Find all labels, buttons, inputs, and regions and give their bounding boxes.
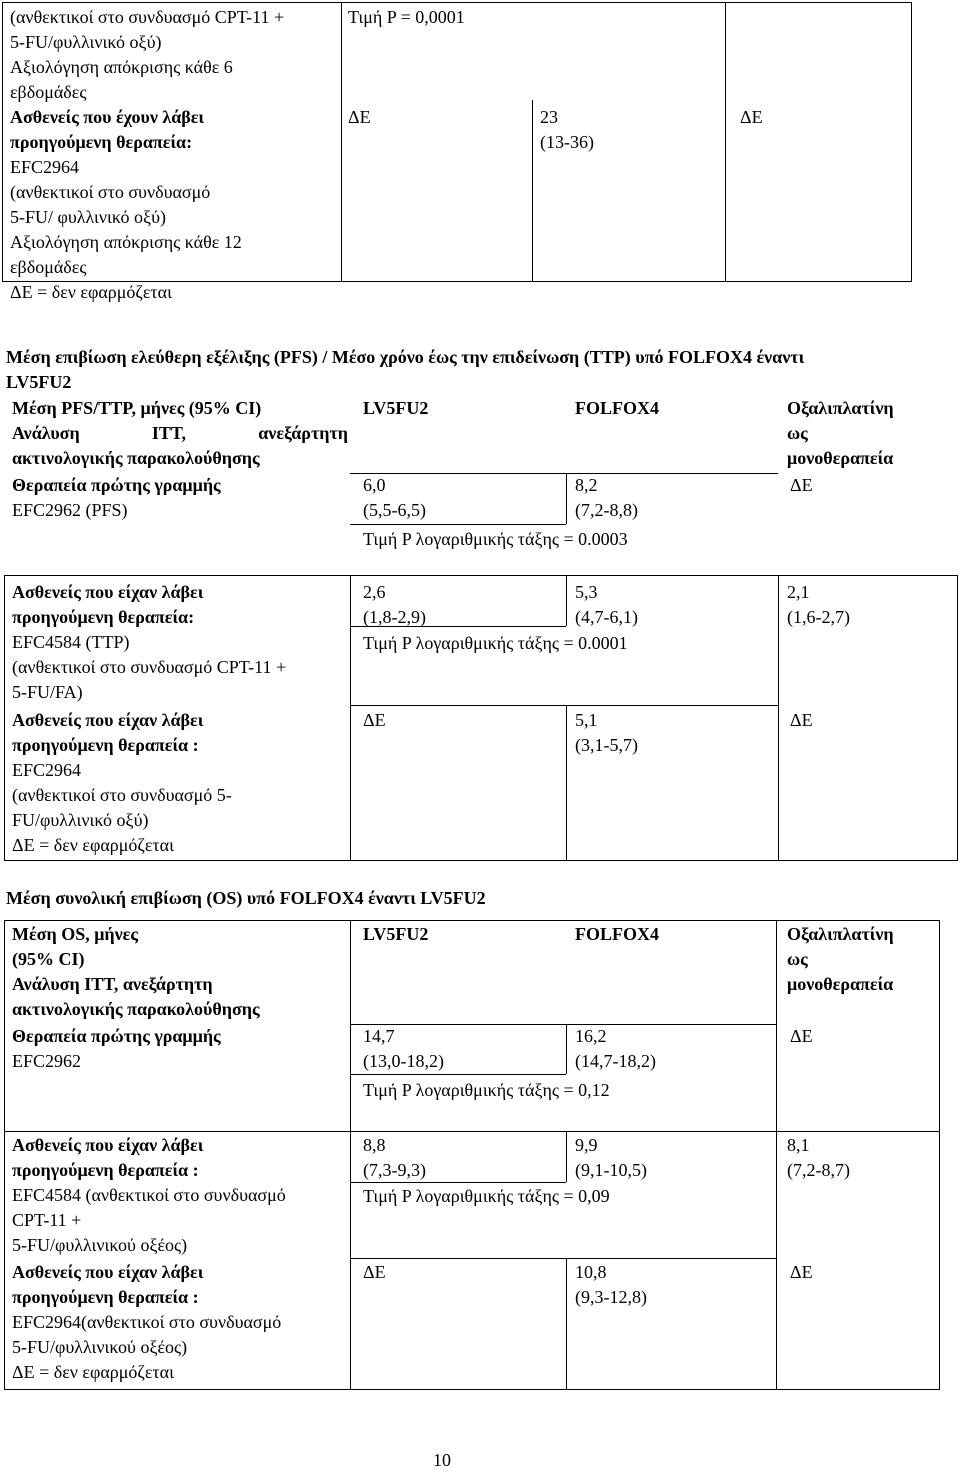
table2-rule: [350, 473, 778, 474]
text-line: μονοθεραπεία: [787, 448, 894, 468]
table3-row1-folfox4: [575, 1024, 656, 1074]
text-line: (4,7-6,1): [575, 607, 638, 627]
text-line: 16,2: [575, 1026, 607, 1046]
table3-row3-lv5fu2: ΔΕ: [363, 1262, 386, 1282]
table1-row2-left: [10, 105, 242, 305]
text-line: 5,1: [575, 710, 598, 730]
table3-header-left: [12, 922, 260, 1022]
text-line: (ανθεκτικοί στο συνδυασμό CPT-11 +: [10, 7, 285, 27]
text-line: FU/φυλλινικό οξύ): [12, 810, 149, 830]
table3-rule: [350, 1074, 566, 1075]
text-line: (13-36): [540, 132, 594, 152]
table1-divider: [341, 2, 342, 282]
table2-col-line: [350, 575, 351, 861]
table2-col-line: [566, 575, 567, 626]
text-line: (95% CI): [12, 949, 85, 969]
table3-col-line: [566, 1131, 567, 1182]
text-line: ΔΕ = δεν εφαρμόζεται: [12, 835, 174, 855]
table3-row2-lv5fu2: [363, 1133, 426, 1183]
table2-row2-lv5fu2: [363, 580, 426, 630]
text-line: Αξιολόγηση απόκρισης κάθε 6: [10, 57, 233, 77]
text-line: (9,1-10,5): [575, 1160, 647, 1180]
text-line: προηγούμενη θεραπεία :: [12, 735, 199, 755]
table3-col-line: [566, 1258, 567, 1390]
table3-col-line: [776, 920, 777, 1390]
table3-col-folfox4: FOLFOX4: [575, 924, 659, 944]
text-word: ανεξάρτητη: [258, 423, 348, 443]
text-line: EFC2962 (PFS): [12, 500, 128, 520]
text-line: 2,1: [787, 582, 810, 602]
text-line: Ασθενείς που είχαν λάβει: [12, 1262, 204, 1282]
section-title-line: Μέση επιβίωση ελεύθερη εξέλιξης (PFS) / Μέσο χρόνο έως την επιδείνωση (TTP) υπό FOLFOX4 έναντι: [6, 347, 805, 367]
table2-row1-oxali: ΔΕ: [790, 475, 813, 495]
text-line: ως: [787, 423, 808, 443]
text-line: ΔΕ = δεν εφαρμόζεται: [12, 1362, 174, 1382]
table2-row3-folfox4: [575, 708, 638, 758]
text-line: (ανθεκτικοί στο συνδυασμό: [10, 182, 211, 202]
text-line: προηγούμενη θεραπεία:: [12, 607, 195, 627]
text-line: ακτινολογικής παρακολούθησης: [12, 448, 260, 468]
text-line: (7,2-8,8): [575, 500, 638, 520]
table3-rule: [350, 1258, 776, 1259]
text-line: Ασθενείς που είχαν λάβει: [12, 1135, 204, 1155]
table2-row3-lv5fu2: ΔΕ: [363, 710, 386, 730]
text-line: 5-FU/φυλλινικού οξέος): [12, 1235, 188, 1255]
table3-row1-left: [12, 1024, 221, 1074]
table3-row2-pvalue: Τιμή P λογαριθμικής τάξης = 0,09: [363, 1186, 610, 1206]
text-line: ως: [787, 949, 808, 969]
text-line: (3,1-5,7): [575, 735, 638, 755]
text-line: 5-FU/ φυλλινικό οξύ): [10, 207, 166, 227]
text-line: (9,3-12,8): [575, 1287, 647, 1307]
text-line: εβδομάδες: [10, 257, 87, 277]
table1-folfox4-value: [540, 105, 594, 155]
text-line: (13,0-18,2): [363, 1051, 444, 1071]
text-line: EFC2964: [12, 760, 82, 780]
text-line: (5,5-6,5): [363, 500, 426, 520]
table2-row2-oxali: [787, 580, 850, 630]
text-line: (1,6-2,7): [787, 607, 850, 627]
text-line: (7,3-9,3): [363, 1160, 426, 1180]
text-line: Θεραπεία πρώτης γραμμής: [12, 1026, 221, 1046]
table3-col-oxali: [787, 922, 894, 997]
section-os-title: Μέση συνολική επιβίωση (OS) υπό FOLFOX4 έναντι LV5FU2: [6, 888, 486, 908]
table2-row1-pvalue: Τιμή P λογαριθμικής τάξης = 0.0003: [363, 529, 628, 549]
table1-lv5fu2-value: ΔΕ: [348, 107, 371, 127]
text-word: Ανάλυση: [12, 423, 80, 443]
text-line: 5-FU/φυλλινικό οξύ): [10, 32, 162, 52]
table3-row2-left: [12, 1133, 286, 1258]
table3-row2-folfox4: [575, 1133, 647, 1183]
table2-col-line: [566, 705, 567, 861]
text-line: [12, 421, 348, 446]
text-line: 8,2: [575, 475, 598, 495]
table3-row1-lv5fu2: [363, 1024, 444, 1074]
text-line: Μέση OS, μήνες: [12, 924, 138, 944]
table2-col-oxali: [787, 396, 894, 471]
table2-col-line: [778, 575, 779, 861]
table3-row2-oxali: [787, 1133, 850, 1183]
table3-row1-oxali: ΔΕ: [790, 1026, 813, 1046]
table2-row2-pvalue: Τιμή P λογαριθμικής τάξης = 0.0001: [363, 633, 628, 653]
table2-row1-lv5fu2: [363, 473, 426, 523]
table3-rule: [4, 1131, 940, 1132]
text-line: Οξαλιπλατίνη: [787, 398, 894, 418]
text-line: EFC4584 (ανθεκτικοί στο συνδυασμό: [12, 1185, 286, 1205]
text-line: προηγούμενη θεραπεία :: [12, 1160, 199, 1180]
text-line: 10,8: [575, 1262, 607, 1282]
text-line: 5-FU/φυλλινικού οξέος): [12, 1337, 188, 1357]
text-line: 2,6: [363, 582, 386, 602]
text-line: Θεραπεία πρώτης γραμμής: [12, 475, 221, 495]
table3-row3-oxali: ΔΕ: [790, 1262, 813, 1282]
text-line: 8,8: [363, 1135, 386, 1155]
text-line: CPT-11 +: [12, 1210, 82, 1230]
table3-row1-pvalue: Τιμή P λογαριθμικής τάξης = 0,12: [363, 1080, 610, 1100]
text-line: (ανθεκτικοί στο συνδυασμό CPT-11 +: [12, 657, 287, 677]
table3-col-lv5fu2: LV5FU2: [363, 924, 429, 944]
text-line: ακτινολογικής παρακολούθησης: [12, 999, 260, 1019]
text-line: EFC4584 (TTP): [12, 632, 130, 652]
text-line: (1,8-2,9): [363, 607, 426, 627]
table3-row3-left: [12, 1260, 281, 1385]
text-line: EFC2964(ανθεκτικοί στο συνδυασμό: [12, 1312, 282, 1332]
text-line: ΔΕ = δεν εφαρμόζεται: [10, 282, 172, 302]
text-line: (14,7-18,2): [575, 1051, 656, 1071]
table2-col-folfox4: FOLFOX4: [575, 398, 659, 418]
table3-col-line: [566, 1024, 567, 1074]
text-line: Ασθενείς που είχαν λάβει: [12, 582, 204, 602]
text-line: Ασθενείς που είχαν λάβει: [12, 710, 204, 730]
text-line: Μέση PFS/TTP, μήνες (95% CI): [12, 398, 262, 418]
text-line: 23: [540, 107, 558, 127]
text-line: (ανθεκτικοί στο συνδυασμό 5-: [12, 785, 232, 805]
table1-oxali-value: ΔΕ: [740, 107, 763, 127]
text-line: εβδομάδες: [10, 82, 87, 102]
section-title-line: LV5FU2: [6, 372, 72, 392]
text-line: Ασθενείς που έχουν λάβει: [10, 107, 205, 127]
text-line: μονοθεραπεία: [787, 974, 894, 994]
table2-rule: [350, 705, 778, 706]
text-line: Αξιολόγηση απόκρισης κάθε 12: [10, 232, 242, 252]
text-line: 5-FU/FA): [12, 682, 83, 702]
table1-p-value: Τιμή P = 0,0001: [348, 7, 465, 27]
table2-col-line: [566, 473, 567, 524]
table2-row1-folfox4: [575, 473, 638, 523]
text-line: 6,0: [363, 475, 386, 495]
section-pfs-title: [6, 345, 804, 395]
text-line: 14,7: [363, 1026, 395, 1046]
text-line: EFC2964: [10, 157, 80, 177]
text-line: (7,2-8,7): [787, 1160, 850, 1180]
table3-row3-folfox4: [575, 1260, 647, 1310]
text-line: Ανάλυση ITT, ανεξάρτητη: [12, 974, 213, 994]
table2-rule: [350, 524, 566, 525]
text-line: 9,9: [575, 1135, 598, 1155]
text-line: 5,3: [575, 582, 598, 602]
table1-col-line: [532, 100, 533, 282]
text-line: προηγούμενη θεραπεία :: [12, 1287, 199, 1307]
text-line: 8,1: [787, 1135, 810, 1155]
table2-header-left: [12, 396, 348, 471]
text-line: προηγούμενη θεραπεία:: [10, 132, 193, 152]
table3-col-line: [350, 920, 351, 1390]
table1-row1-left: [10, 5, 284, 105]
text-line: EFC2962: [12, 1051, 82, 1071]
table2-row2-left: [12, 580, 286, 705]
table1-col-line: [725, 2, 726, 282]
table2-row1-left: [12, 473, 221, 523]
page-number: 10: [433, 1450, 451, 1470]
table2-row2-folfox4: [575, 580, 638, 630]
table2-col-lv5fu2: LV5FU2: [363, 398, 429, 418]
table2-row3-left: [12, 708, 232, 858]
text-line: Οξαλιπλατίνη: [787, 924, 894, 944]
text-word: ITT,: [151, 423, 187, 443]
table2-row3-oxali: ΔΕ: [790, 710, 813, 730]
